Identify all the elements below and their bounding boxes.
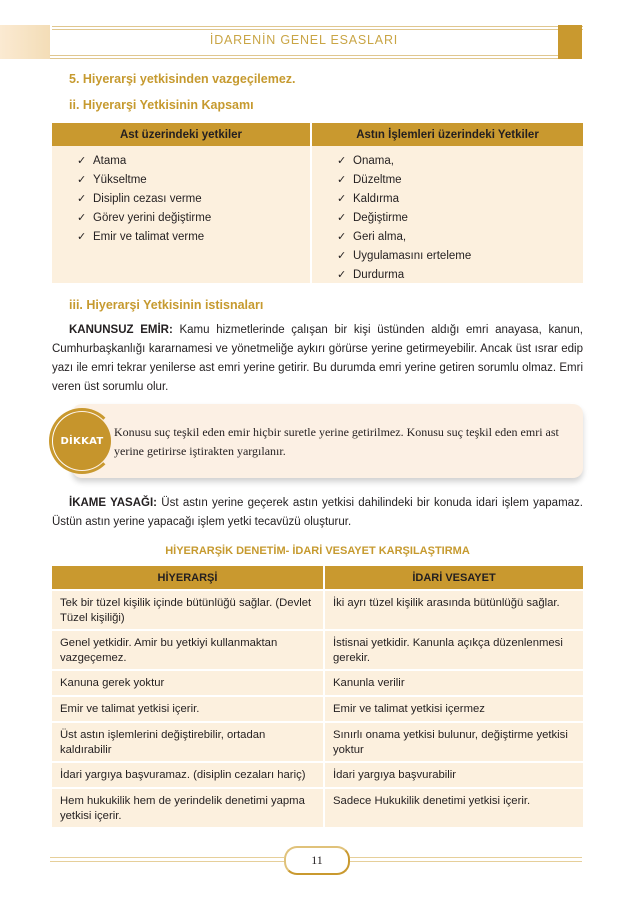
check-icon: ✓ bbox=[77, 193, 87, 205]
check-icon: ✓ bbox=[337, 250, 347, 262]
checklist-item-label: Disiplin cezası verme bbox=[93, 192, 202, 205]
kanunsuz-emir-text: Kamu hizmetlerinde çalışan bir kişi üstünden aldığı emri anayasa, kanun, Cumhurbaşkanlığı kararnamesi ve yönetmeliğe aykırı görürse yerine getirmeyebilir. Ancak üst ısrar edip yazı ile emri tekrar yenilerse ast emri yerine getirir. Bu durumda emri yerine getiren sorumlu olmaz. Emri veren üst sorumlu olur. bbox=[52, 324, 583, 393]
checklist-item-label: Durdurma bbox=[353, 268, 405, 281]
checklist-item bbox=[77, 151, 310, 170]
tutelage-cell: Sınırlı onama yetkisi bulunur, değiştirme yetkisi yoktur bbox=[325, 723, 583, 761]
exceptions-heading: iii. Hiyerarşi Yetkisinin istisnaları bbox=[69, 298, 264, 312]
scope-table-right-cell bbox=[312, 146, 583, 283]
checklist-item bbox=[337, 265, 583, 284]
tutelage-cell: İki ayrı tüzel kişilik arasında bütünlüğü sağlar. bbox=[325, 591, 583, 629]
checklist-item bbox=[337, 151, 583, 170]
footer-rule bbox=[350, 857, 582, 858]
checklist-item-label: Geri alma, bbox=[353, 230, 407, 243]
checklist-item bbox=[337, 189, 583, 208]
check-icon: ✓ bbox=[337, 174, 347, 186]
footer-rule bbox=[50, 861, 284, 862]
table-row bbox=[52, 631, 583, 669]
scope-heading: ii. Hiyerarşi Yetkisinin Kapsamı bbox=[69, 98, 254, 112]
check-icon: ✓ bbox=[77, 231, 87, 243]
comparison-table bbox=[52, 566, 583, 829]
ikame-yasagi-label: İKAME YASAĞI: bbox=[69, 497, 157, 509]
checklist-item-label: Görev yerini değiştirme bbox=[93, 211, 212, 224]
checklist-item bbox=[77, 189, 310, 208]
check-icon: ✓ bbox=[337, 269, 347, 281]
checklist-item-label: Emir ve talimat verme bbox=[93, 230, 205, 243]
warning-badge: DİKKAT bbox=[53, 412, 111, 470]
check-icon: ✓ bbox=[77, 155, 87, 167]
check-icon: ✓ bbox=[337, 212, 347, 224]
table-row bbox=[52, 723, 583, 761]
scope-table-header-left: Ast üzerindeki yetkiler bbox=[52, 123, 310, 146]
header-rule bbox=[50, 58, 558, 59]
checklist-item-label: Değiştirme bbox=[353, 211, 408, 224]
check-icon: ✓ bbox=[77, 174, 87, 186]
checklist-item bbox=[337, 170, 583, 189]
hierarchy-cell: Tek bir tüzel kişilik içinde bütünlüğü sağlar. (Devlet Tüzel kişiliği) bbox=[52, 591, 323, 629]
table-row bbox=[52, 671, 583, 695]
ikame-yasagi-text: Üst astın yerine geçerek astın yetkisi dahilindeki bir konuda idari işlem yapamaz. Üstün astın yerine yapacağı işlem yetki tecavüzü oluşturur. bbox=[52, 497, 583, 528]
checklist-item bbox=[77, 208, 310, 227]
checklist-item bbox=[77, 227, 310, 246]
scope-table bbox=[52, 123, 583, 283]
footer-rule bbox=[350, 861, 582, 862]
header-right-block bbox=[558, 25, 582, 59]
checklist-item-label: Onama, bbox=[353, 154, 394, 167]
comparison-header-hierarchy: HİYERARŞİ bbox=[52, 566, 323, 589]
checklist-item bbox=[337, 246, 583, 265]
tutelage-cell: İstisnai yetkidir. Kanunla açıkça düzenlenmesi gerekir. bbox=[325, 631, 583, 669]
hierarchy-cell: Emir ve talimat yetkisi içerir. bbox=[52, 697, 323, 721]
table-row bbox=[52, 697, 583, 721]
checklist-item bbox=[337, 227, 583, 246]
comparison-title: HİYERARŞİK DENETİM- İDARİ VESAYET KARŞILAŞTIRMA bbox=[165, 545, 470, 557]
section-heading-5: 5. Hiyerarşi yetkisinden vazgeçilemez. bbox=[69, 72, 296, 86]
check-icon: ✓ bbox=[337, 193, 347, 205]
header-rule bbox=[52, 29, 583, 30]
scope-table-header-right: Astın İşlemleri üzerindeki Yetkiler bbox=[312, 123, 583, 146]
table-row bbox=[52, 591, 583, 629]
header-rule bbox=[52, 26, 583, 27]
header-rule bbox=[50, 55, 558, 56]
checklist-item bbox=[337, 208, 583, 227]
checklist-item-label: Kaldırma bbox=[353, 192, 400, 205]
ikame-yasagi-paragraph bbox=[52, 494, 583, 532]
scope-table-left-cell bbox=[52, 146, 310, 283]
kanunsuz-emir-paragraph bbox=[52, 321, 583, 397]
checklist-item-label: Düzeltme bbox=[353, 173, 402, 186]
checklist-item-label: Yükseltme bbox=[93, 173, 147, 186]
header-left-band bbox=[0, 25, 50, 59]
check-icon: ✓ bbox=[337, 155, 347, 167]
table-row bbox=[52, 763, 583, 787]
checklist-item bbox=[77, 170, 310, 189]
checklist-item-label: Uygulamasını erteleme bbox=[353, 249, 472, 262]
hierarchy-cell: Genel yetkidir. Amir bu yetkiyi kullanmaktan vazgeçemez. bbox=[52, 631, 323, 669]
tutelage-cell: İdari yargıya başvurabilir bbox=[325, 763, 583, 787]
warning-text: Konusu suç teşkil eden emir hiçbir suretle yerine getirilmez. Konusu suç teşkil eden emri ast yerine getirirse iştirakten yargılanır. bbox=[114, 425, 559, 458]
page-number: 11 bbox=[284, 846, 350, 875]
hierarchy-cell: İdari yargıya başvuramaz. (disiplin cezaları hariç) bbox=[52, 763, 323, 787]
hierarchy-cell: Üst astın işlemlerini değiştirebilir, ortadan kaldırabilir bbox=[52, 723, 323, 761]
table-row bbox=[52, 789, 583, 827]
chapter-title: İDARENİN GENEL ESASLARI bbox=[209, 33, 399, 47]
check-icon: ✓ bbox=[337, 231, 347, 243]
hierarchy-cell: Kanuna gerek yoktur bbox=[52, 671, 323, 695]
tutelage-cell: Kanunla verilir bbox=[325, 671, 583, 695]
checklist-item-label: Atama bbox=[93, 154, 127, 167]
footer-rule bbox=[50, 857, 284, 858]
tutelage-cell: Emir ve talimat yetkisi içermez bbox=[325, 697, 583, 721]
comparison-header-tutelage: İDARİ VESAYET bbox=[325, 566, 583, 589]
check-icon: ✓ bbox=[77, 212, 87, 224]
tutelage-cell: Sadece Hukukilik denetimi yetkisi içerir. bbox=[325, 789, 583, 827]
hierarchy-cell: Hem hukukilik hem de yerindelik denetimi yapma yetkisi içerir. bbox=[52, 789, 323, 827]
kanunsuz-emir-label: KANUNSUZ EMİR: bbox=[69, 324, 173, 336]
